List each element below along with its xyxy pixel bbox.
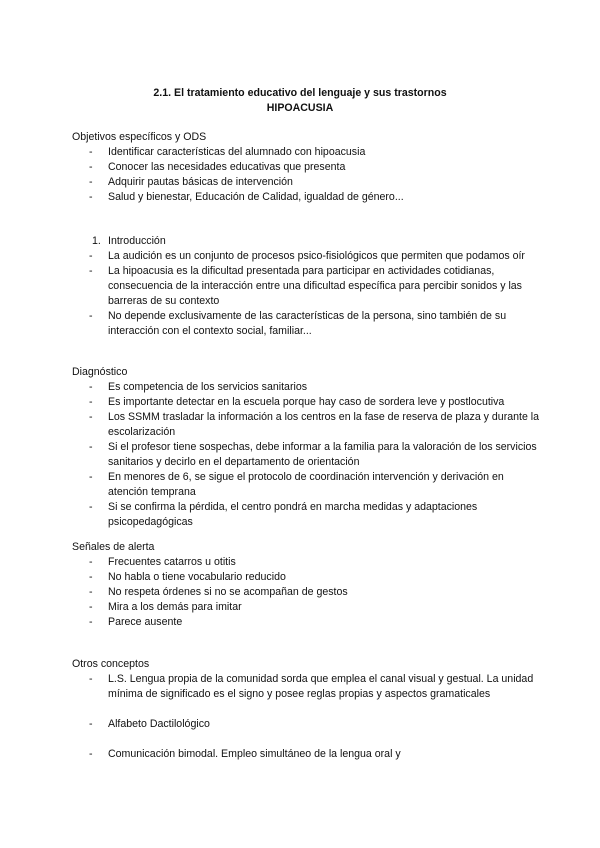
- list-otros: [72, 672, 542, 762]
- list-item: - Parece ausente: [89, 616, 183, 628]
- dash-bullet: -: [89, 501, 93, 513]
- section-otros: [72, 657, 542, 762]
- dash-bullet: -: [89, 586, 93, 598]
- dash-bullet: -: [89, 441, 93, 453]
- list-diagnostico: [72, 380, 542, 530]
- list-introduccion: [72, 249, 542, 339]
- list-item: - En menores de 6, se sigue el protocolo de coordinación intervención y derivación en atención temprana: [89, 471, 504, 498]
- title-line-1: 2.1. El tratamiento educativo del lenguaje y sus trastornos: [153, 87, 447, 99]
- list-item: - Es importante detectar en la escuela porque hay caso de sordera leve y postlocutiva: [89, 396, 505, 408]
- dash-bullet: -: [89, 146, 93, 158]
- dash-bullet: -: [89, 616, 93, 628]
- list-item: - Si el profesor tiene sospechas, debe informar a la familia para la valoración de los servicios sanitarios y decirlo en el departamento de orientación: [89, 441, 537, 468]
- section-heading-senales: Señales de alerta: [72, 541, 155, 553]
- section-senales: [72, 540, 542, 630]
- list-item: - Conocer las necesidades educativas que presenta: [89, 161, 346, 173]
- dash-bullet: -: [89, 673, 93, 685]
- dash-bullet: -: [89, 310, 93, 322]
- dash-bullet: -: [89, 601, 93, 613]
- list-item: - La hipoacusia es la dificultad presentada para participar en actividades cotidianas, consecuencia de la interacción entre una dificultad específica para percibir sonidos y las barreras de su contexto: [89, 265, 522, 307]
- dash-bullet: -: [89, 411, 93, 423]
- dash-bullet: -: [89, 265, 93, 277]
- list-item: - Si se confirma la pérdida, el centro pondrá en marcha medidas y adaptaciones psicopedagógicas: [89, 501, 478, 528]
- dash-bullet: -: [89, 191, 93, 203]
- list-item: - Salud y bienestar, Educación de Calidad, igualdad de género...: [89, 191, 404, 203]
- list-item: - Adquirir pautas básicas de intervención: [89, 176, 293, 188]
- section-objetivos: [72, 130, 542, 205]
- list-item: - La audición es un conjunto de procesos psico-fisiológicos que permiten que podamos oír: [89, 250, 525, 262]
- section-introduccion: [72, 234, 542, 339]
- list-senales: [72, 555, 542, 630]
- dash-bullet: -: [89, 571, 93, 583]
- list-item: - Identificar características del alumnado con hipoacusia: [89, 146, 366, 158]
- dash-bullet: -: [89, 396, 93, 408]
- section-number: 1.: [92, 235, 101, 247]
- dash-bullet: -: [89, 718, 93, 730]
- list-item: - Comunicación bimodal. Empleo simultáneo de la lengua oral y: [89, 748, 401, 760]
- list-item: - Es competencia de los servicios sanitarios: [89, 381, 308, 393]
- dash-bullet: -: [89, 381, 93, 393]
- list-item: - Los SSMM trasladar la información a los centros en la fase de reserva de plaza y durante la escolarización: [89, 411, 540, 438]
- list-item: - Mira a los demás para imitar: [89, 601, 242, 613]
- list-item: - L.S. Lengua propia de la comunidad sorda que emplea el canal visual y gestual. La unidad mínima de significado es el signo y posee reglas propias y aspectos gramaticales: [89, 673, 534, 700]
- list-item: - Alfabeto Dactilológico: [89, 718, 210, 730]
- list-objetivos: [72, 145, 542, 205]
- dash-bullet: -: [89, 161, 93, 173]
- dash-bullet: -: [89, 176, 93, 188]
- list-item: - Frecuentes catarros u otitis: [89, 556, 236, 568]
- section-heading-introduccion: 1. Introducción: [92, 235, 166, 247]
- list-item: - No habla o tiene vocabulario reducido: [89, 571, 286, 583]
- section-diagnostico: [72, 365, 542, 530]
- dash-bullet: -: [89, 748, 93, 760]
- section-heading-otros: Otros conceptos: [72, 658, 150, 670]
- section-heading-objetivos: Objetivos específicos y ODS: [72, 131, 207, 143]
- section-heading-diagnostico: Diagnóstico: [72, 366, 128, 378]
- list-item: - No depende exclusivamente de las características de la persona, sino también de su interacción con el contexto social, familiar...: [89, 310, 507, 337]
- title-line-2: HIPOACUSIA: [266, 102, 334, 114]
- dash-bullet: -: [89, 471, 93, 483]
- dash-bullet: -: [89, 556, 93, 568]
- document-title: [0, 86, 600, 116]
- dash-bullet: -: [89, 250, 93, 262]
- list-item: - No respeta órdenes si no se acompañan de gestos: [89, 586, 348, 598]
